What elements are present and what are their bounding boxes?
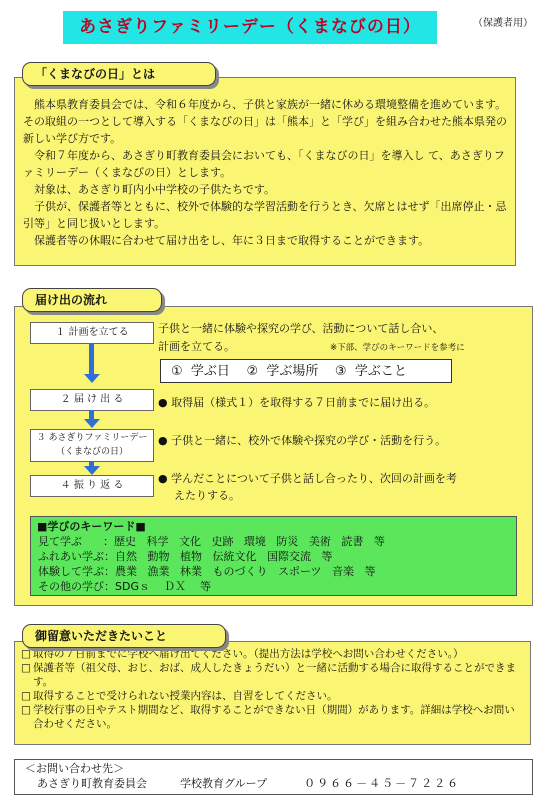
note-4-text: 学校行事の日やテスト期間など、取得することができない日（期間）があります。詳細は学校へお問い合わせください。 [33,704,515,730]
step-reflect: ４ 振 り 返 る [30,475,154,497]
keywords-heading: ■学びのキーワード■ [37,520,146,533]
section-heading-about: 「くまなびの日」とは [22,62,216,86]
checkbox-icon: □ [21,690,31,702]
contact-org: あさぎり町教育委員会 [37,777,147,790]
note-1-text: 取得の７日前までに学校へ届け出てください。（提出方法は学校へお問い合わせください。） [33,648,464,660]
section-about [14,77,516,266]
section-heading-flow: 届け出の流れ [22,288,162,312]
about-paragraph-1: 熊本県教育委員会では、令和６年度から、子供と家族が一緒に休める環境整備を進めています。その取組の一つとして導入する「くまなびの日」は「熊本」と「学び」を組み合わせた熊本県発の新しい学び方です。 [23,98,507,145]
keywords-row-touch: ふれあい学ぶ：自然 動物 植物 伝統文化 国際交流 等 [31,550,333,563]
about-paragraph-4: 子供が、保護者等とともに、校外で体験的な学習活動を行うとき、欠席とはせず「出席停止・忌引等」と同じ扱いとします。 [23,200,507,230]
keywords-row-experience: 体験して学ぶ：農業 漁業 林業 ものづくり スポーツ 音楽 等 [31,565,376,578]
keywords-row-other: その他の学び：SDGｓ ＤＸ 等 [31,580,211,593]
checkbox-icon: □ [21,648,31,660]
checkbox-icon: □ [21,662,31,674]
section-notes [14,641,531,745]
arrow-shaft-1 [89,343,94,376]
note-2 [21,661,524,689]
page-title: あさぎりファミリーデー（くまなびの日） [63,11,437,44]
step-family-day-line1: ３ あさぎりファミリーデー [36,433,148,443]
contact-label: ＜お問い合わせ先＞ [25,762,124,775]
keywords-row-see: 見て学ぶ ：歴史 科学 文化 史跡 環境 防災 美術 読書 等 [31,535,385,548]
step2-description: ● 取得届（様式１）を取得する７日前までに届け出る。 [158,396,436,409]
step-submit: ２ 届 け 出 る [30,389,154,411]
contact-box [14,759,533,795]
checkbox-icon: □ [21,704,31,716]
step3-description: ● 子供と一緒に、校外で体験や探究の学び・活動を行う。 [158,434,447,447]
section-heading-notes: 御留意いただきたいこと [22,624,226,648]
arrow-head-3 [84,466,100,475]
about-paragraph-5: 保護者等の休暇に合わせて届け出をし、年に３日まで取得することができます。 [34,234,430,247]
note-4 [21,703,524,731]
learning-keywords-box [30,516,517,596]
contact-phone: ０９６６－４５－７２２６ [304,777,461,790]
contact-group: 学校教育グループ [180,777,268,790]
audience-label: （保護者用） [473,18,533,29]
step4-description-line2: えたりする。 [174,489,240,502]
step1-description-line2: 計画を立てる。 [158,340,235,353]
step-family-day-line2: （くまなびの日） [55,447,128,457]
step1-description-line1: 子供と一緒に体験や探究の学び、活動について話し合い、 [158,322,444,335]
arrow-head-2 [84,419,100,428]
contact-line [15,776,532,791]
step4-description-line1: ● 学んだことについて子供と話し合ったり、次回の計画を考 [158,472,457,485]
step-plan: １ 計画を立てる [30,322,154,344]
note-1 [21,647,524,661]
step-family-day [30,429,154,462]
note-3-text: 取得することで受けられない授業内容は、自習をしてください。 [33,690,338,702]
note-2-text: 保護者等（祖父母、おじ、おば、成人したきょうだい）と一緒に活動する場合に取得することができます。 [33,662,516,688]
arrow-head-1 [84,374,100,383]
keyword-points-box: ① 学ぶ日 ② 学ぶ場所 ③ 学ぶこと [160,359,452,383]
about-paragraph-3: 対象は、あさぎり町内小中学校の子供たちです。 [34,183,276,196]
step1-note: ※下部、学びのキーワードを参考に [330,343,465,353]
note-3 [21,689,524,703]
about-paragraph-2: 令和７年度から、あさぎり町教育委員会においても、「くまなびの日」を導入し て、あさぎりファミリーデー（くまなびの日）とします。 [23,149,505,179]
